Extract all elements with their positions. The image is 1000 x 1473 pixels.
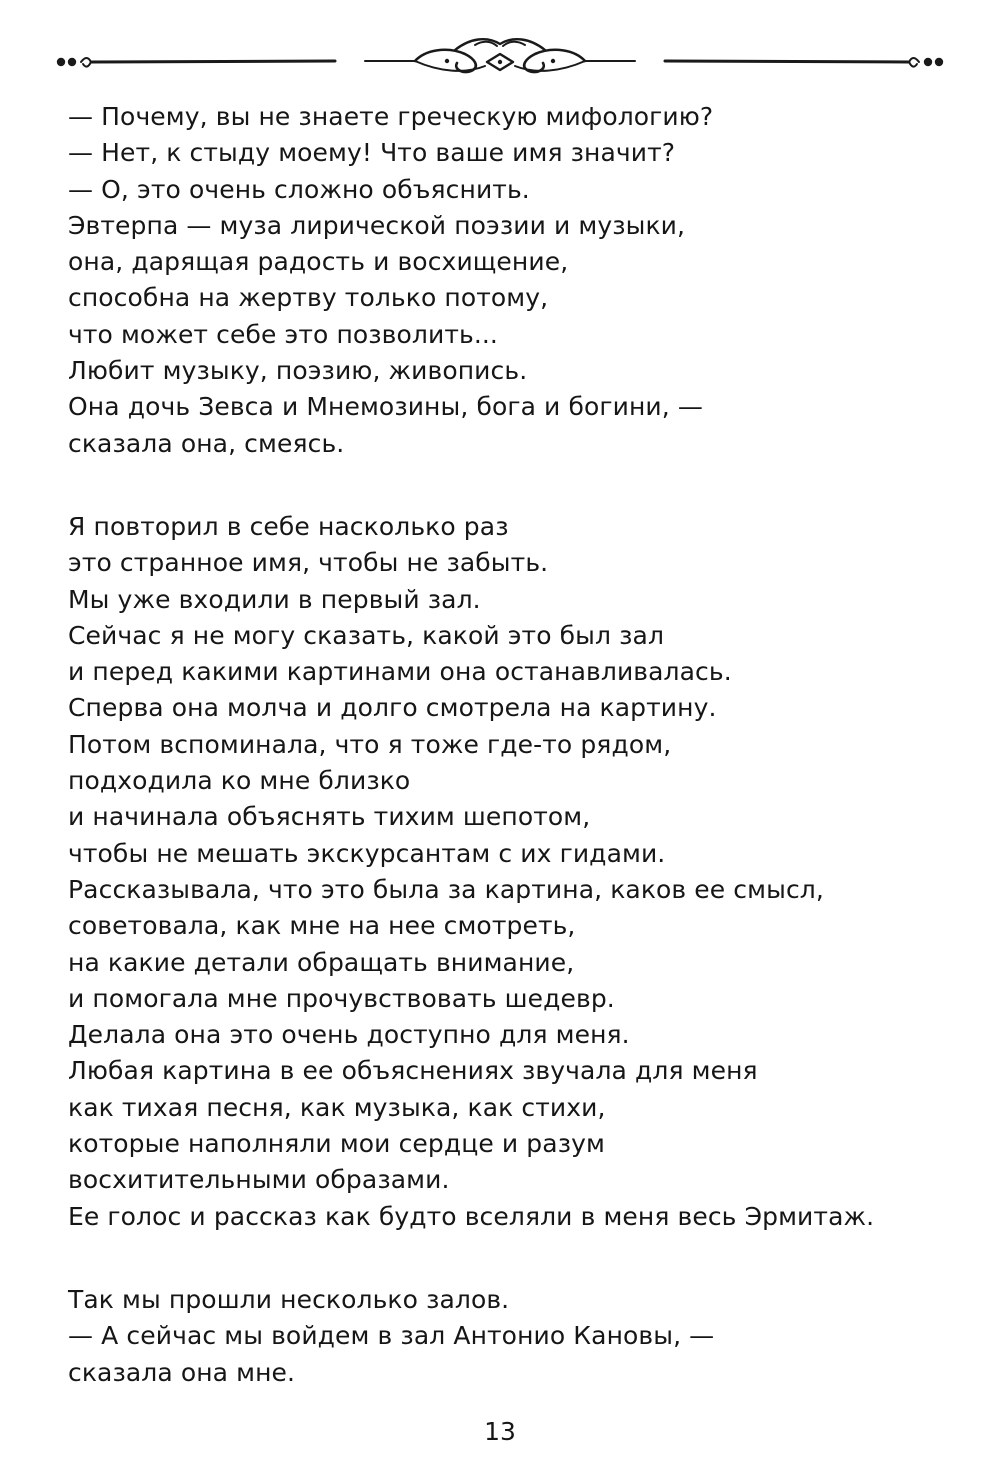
text-line: Она дочь Зевса и Мнемозины, бога и богини, — [68,392,703,422]
stanza [68,509,968,1235]
text-line: Делала она это очень доступно для меня. [68,1020,630,1050]
text-line: Так мы прошли несколько залов. [68,1284,510,1314]
page-number: 13 [484,1417,516,1446]
text-line: Сейчас я не могу сказать, какой это был зал [68,620,665,650]
text-line: Сперва она молча и долго смотрела на картину. [68,693,717,723]
text-line: — О, это очень сложно объяснить. [68,174,530,204]
text-line: Мы уже входили в первый зал. [68,584,481,614]
scroll-flourish-divider-icon [55,28,945,92]
stanza [68,99,968,462]
text-line: чтобы не мешать экскурсантам с их гидами. [68,838,666,868]
text-line: — Нет, к стыду моему! Что ваше имя значит? [68,138,676,168]
text-line: она, дарящая радость и восхищение, [68,247,569,277]
text-line: — Почему, вы не знаете греческую мифологию? [68,102,714,131]
text-line: восхитительными образами. [68,1165,450,1195]
text-line: — А сейчас мы войдем в зал Антонио Кановы, — [68,1321,715,1351]
text-line: Эвтерпа — муза лирической поэзии и музыки, [68,210,686,240]
text-line: и начинала объяснять тихим шепотом, [68,802,591,832]
text-line: Потом вспоминала, что я тоже где-то рядом, [68,729,672,759]
text-line: Рассказывала, что это была за картина, каков ее смысл, [68,874,824,904]
text-line: и помогала мне прочувствовать шедевр. [68,983,615,1013]
text-line: что может себе это позволить... [68,319,498,349]
text-line: Ее голос и рассказ как будто вселяли в меня весь Эрмитаж. [68,1201,875,1231]
text-line: советовала, как мне на нее смотреть, [68,911,576,941]
text-line: подходила ко мне близко [68,766,411,796]
text-line: сказала она мне. [68,1357,296,1387]
text-line: которые наполняли мои сердце и разум [68,1129,605,1159]
text-line: и перед какими картинами она останавливалась. [68,657,732,687]
text-line: как тихая песня, как музыка, как стихи, [68,1092,606,1122]
text-line: это странное имя, чтобы не забыть. [68,548,549,578]
text-line: на какие детали обращать внимание, [68,947,575,977]
text-line: Я повторил в себе насколько раз [68,511,509,541]
text-line: способна на жертву только потому, [68,283,549,313]
stanza [68,1282,968,1391]
text-line: сказала она, смеясь. [68,428,345,458]
page-text [68,99,968,1391]
text-line: Любая картина в ее объяснениях звучала для меня [68,1056,758,1086]
text-line: Любит музыку, поэзию, живопись. [68,356,528,386]
